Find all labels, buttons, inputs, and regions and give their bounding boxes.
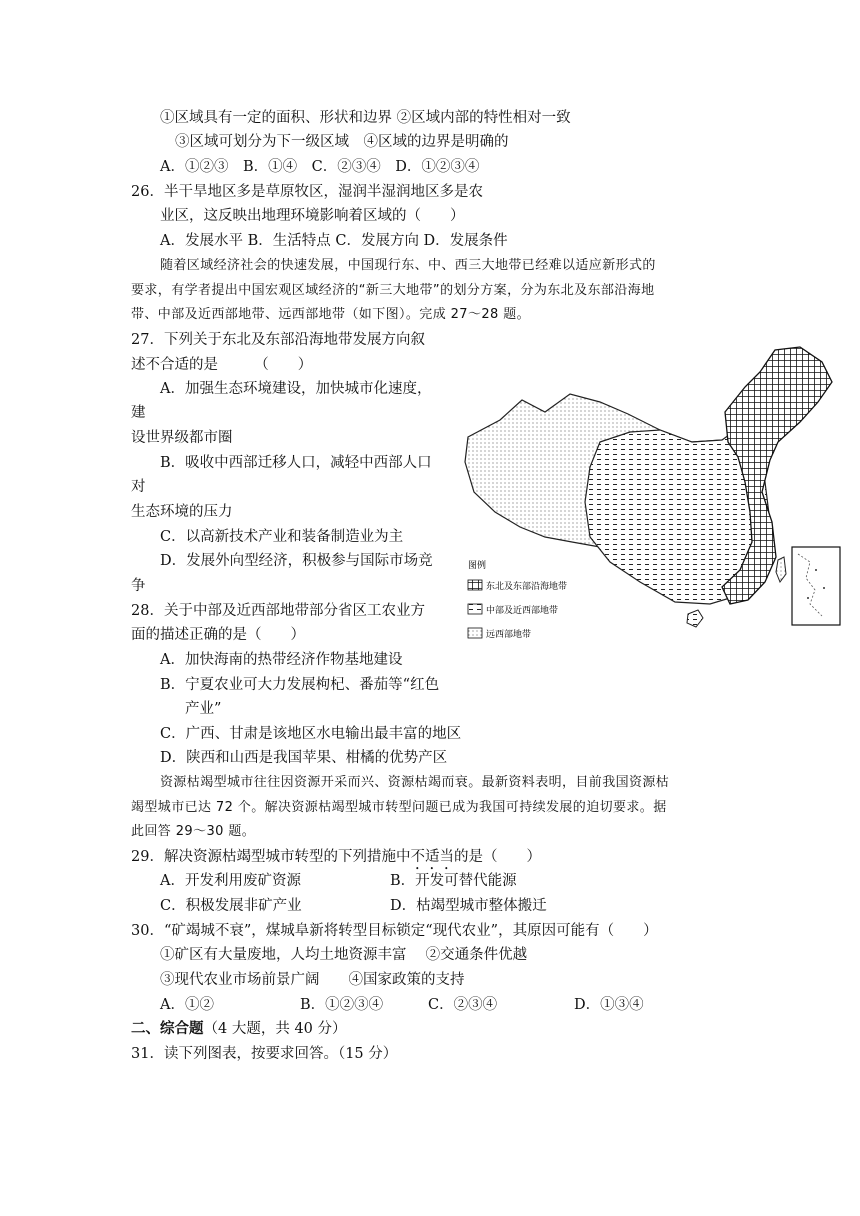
legend-swatch-far-west [468,628,482,638]
q30-stem: 30．“矿竭城不衰”，煤城阜新将转型目标锁定“现代农业”，其原因可能有（ ） [131,923,658,939]
q26-stem-2: 业区，这反映出地理环境影响着区域的（ ） [160,208,465,224]
q28-option-d: D．陕西和山西是我国苹果、柑橘的优势产区 [160,750,448,766]
q27-option-a-cont: 设世界级都市圈 [131,430,233,446]
passage-1-line-3: 带、中部及近西部地带、远西部地带（如下图）。完成 27～28 题。 [131,307,531,322]
q25-option-line-2: ③区域可划分为下一级区域 ④区域的边界是明确的 [175,134,509,150]
q27-option-c: C．以高新技术产业和装备制造业为主 [160,529,404,545]
q25-option-line-1: ①区域具有一定的面积、形状和边界 ②区域内部的特性相对一致 [160,110,571,126]
q28-stem-1: 28．关于中部及近西部地带部分省区工农业方 [131,603,425,619]
q27-option-d-wrap: 争 [131,578,146,594]
china-region-map [460,342,845,647]
q29-stem [131,847,541,873]
q29-stem-a: 29．解决资源枯竭型城市转型的下列措施中 [131,849,411,865]
q30-choice-d: D．①③④ [574,997,644,1013]
legend-label-coast: 东北及东部沿海地带 [486,582,568,592]
q27-stem-2: 述不合适的是 （ ） [131,357,313,373]
section-2-heading [131,1019,347,1039]
q27-option-b-cont: 生态环境的压力 [131,504,233,520]
hainan-island [687,610,703,627]
q30-option-line-2: ③现代农业市场前景广阔 ④国家政策的支持 [160,972,465,988]
legend-title: 图例 [468,561,487,571]
q30-choice-c: C．②③④ [428,997,498,1013]
q29-option-d: D．枯竭型城市整体搬迁 [390,898,547,914]
taiwan-island [776,557,786,582]
q26-choices: A．发展水平 B．生活特点 C．发展方向 D．发展条件 [160,233,508,249]
south-china-sea-inset [792,547,840,625]
q29-option-c: C．积极发展非矿产业 [160,898,302,914]
passage-1-line-2: 要求，有学者提出中国宏观区域经济的“新三大地带”的划分方案，分为东北及东部沿海地 [131,283,655,298]
passage-2-line-1: 资源枯竭型城市往往因资源开采而兴、资源枯竭而衰。最新资料表明，目前我国资源枯 [160,775,670,790]
q27-option-d: D．发展外向型经济，积极参与国际市场竞 [160,553,433,569]
passage-2-line-3: 此回答 29～30 题。 [131,824,256,839]
map-legend [468,559,567,640]
q29-option-b: B．开发可替代能源 [390,873,517,889]
q28-stem-2: 面的描述正确的是（ ） [131,627,305,643]
legend-swatch-central [468,604,482,614]
section-2-note: （4 大题，共 40 分） [203,1021,347,1037]
q29-stem-c: 的是（ ） [453,849,541,865]
passage-1-line-1: 随着区域经济社会的快速发展，中国现行东、中、西三大地带已经难以适应新形式的 [160,258,656,273]
q25-choices: A．①②③ B．①④ C．②③④ D．①②③④ [160,159,480,175]
q27-option-b: B．吸收中西部迁移人口，减轻中西部人口 [160,455,432,471]
q28-option-c: C．广西、甘肃是该地区水电输出最丰富的地区 [160,726,462,742]
q31-stem: 31．读下列图表，按要求回答。（15 分） [131,1046,398,1062]
q27-option-a: A．加强生态环境建设，加快城市化速度， [160,381,432,397]
legend-swatch-coast [468,580,482,590]
q27-stem-1: 27．下列关于东北及东部沿海地带发展方向叙 [131,332,425,348]
legend-label-far-west: 远西部地带 [486,630,532,640]
q28-option-b: B．宁夏农业可大力发展枸杞、番茄等“红色 [160,677,440,693]
q26-stem-1: 26．半干旱地区多是草原牧区，湿润半湿润地区多是农 [131,184,483,200]
q29-option-a: A．开发利用废矿资源 [160,873,301,889]
section-2-title: 二、综合题 [131,1020,204,1037]
q28-option-a: A．加快海南的热带经济作物基地建设 [160,652,403,668]
q27-option-a-wrap: 建 [131,405,146,421]
q28-option-b-cont: 产业” [185,701,222,717]
q30-option-line-1: ①矿区有大量废地，人均土地资源丰富 ②交通条件优越 [160,947,528,963]
passage-2-line-2: 竭型城市已达 72 个。解决资源枯竭型城市转型问题已成为我国可持续发展的迫切要求。据 [131,800,667,815]
q27-option-b-wrap: 对 [131,479,146,495]
legend-label-central: 中部及近西部地带 [486,606,559,616]
q30-choice-b: B．①②③④ [300,997,384,1013]
q30-choice-a: A．①② [160,997,214,1013]
q29-emphasis: 不适当 [410,849,454,865]
